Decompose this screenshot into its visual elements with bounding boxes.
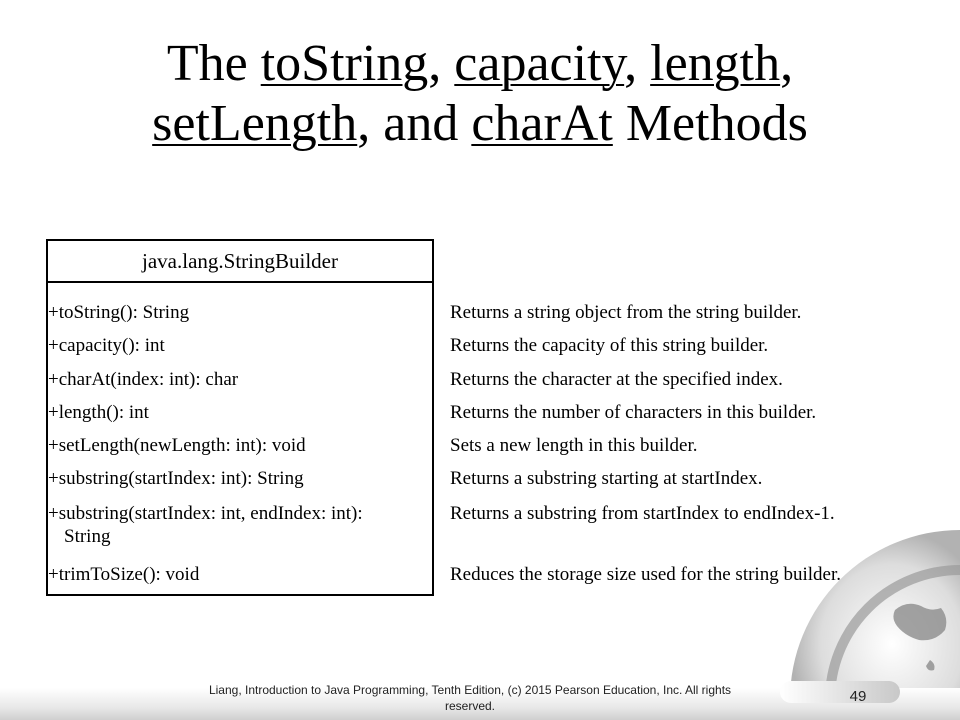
operation-description: Returns a string object from the string builder. bbox=[450, 302, 802, 323]
uml-operation-continuation: String bbox=[64, 526, 111, 547]
title-text: , bbox=[780, 35, 794, 92]
title-text: , bbox=[428, 35, 455, 92]
operation-description: Returns the character at the specified index. bbox=[450, 369, 783, 390]
title-method-charat: charAt bbox=[471, 95, 613, 152]
uml-operation: +setLength(newLength: int): void bbox=[48, 435, 306, 456]
title-method-length: length bbox=[650, 35, 781, 92]
title-text: Methods bbox=[612, 95, 808, 152]
title-method-capacity: capacity bbox=[454, 35, 625, 92]
uml-operation bbox=[48, 502, 363, 548]
uml-operation: +trimToSize(): void bbox=[48, 564, 200, 585]
uml-operation: +capacity(): int bbox=[48, 335, 165, 356]
title-text: The bbox=[166, 35, 261, 92]
uml-operation: +length(): int bbox=[48, 402, 149, 423]
operation-description: Sets a new length in this builder. bbox=[450, 435, 698, 456]
title-text: , bbox=[624, 35, 651, 92]
uml-operation: +charAt(index: int): char bbox=[48, 369, 239, 390]
title-method-setlength: setLength bbox=[152, 95, 358, 152]
operation-description: Returns the number of characters in this builder. bbox=[450, 402, 817, 423]
uml-operation: +substring(startIndex: int): String bbox=[48, 468, 304, 489]
uml-class-box bbox=[46, 239, 434, 596]
uml-operation-line: +substring(startIndex: int, endIndex: int): bbox=[48, 503, 363, 524]
title-text: , and bbox=[357, 95, 472, 152]
operation-description: Reduces the storage size used for the string builder. bbox=[450, 564, 841, 585]
uml-operation: +toString(): String bbox=[48, 302, 190, 323]
operation-description: Returns a substring starting at startIndex. bbox=[450, 468, 763, 489]
title-method-tostring: toString bbox=[260, 35, 429, 92]
uml-class-name: java.lang.StringBuilder bbox=[48, 241, 432, 283]
footer-copyright: Liang, Introduction to Java Programming, Tenth Edition, (c) 2015 Pearson Education, Inc. All rights reserved. bbox=[208, 683, 732, 713]
page-number: 49 bbox=[849, 688, 867, 705]
operation-description: Returns a substring from startIndex to endIndex-1. bbox=[450, 503, 835, 524]
slide-title bbox=[0, 34, 960, 154]
operation-description: Returns the capacity of this string builder. bbox=[450, 335, 769, 356]
